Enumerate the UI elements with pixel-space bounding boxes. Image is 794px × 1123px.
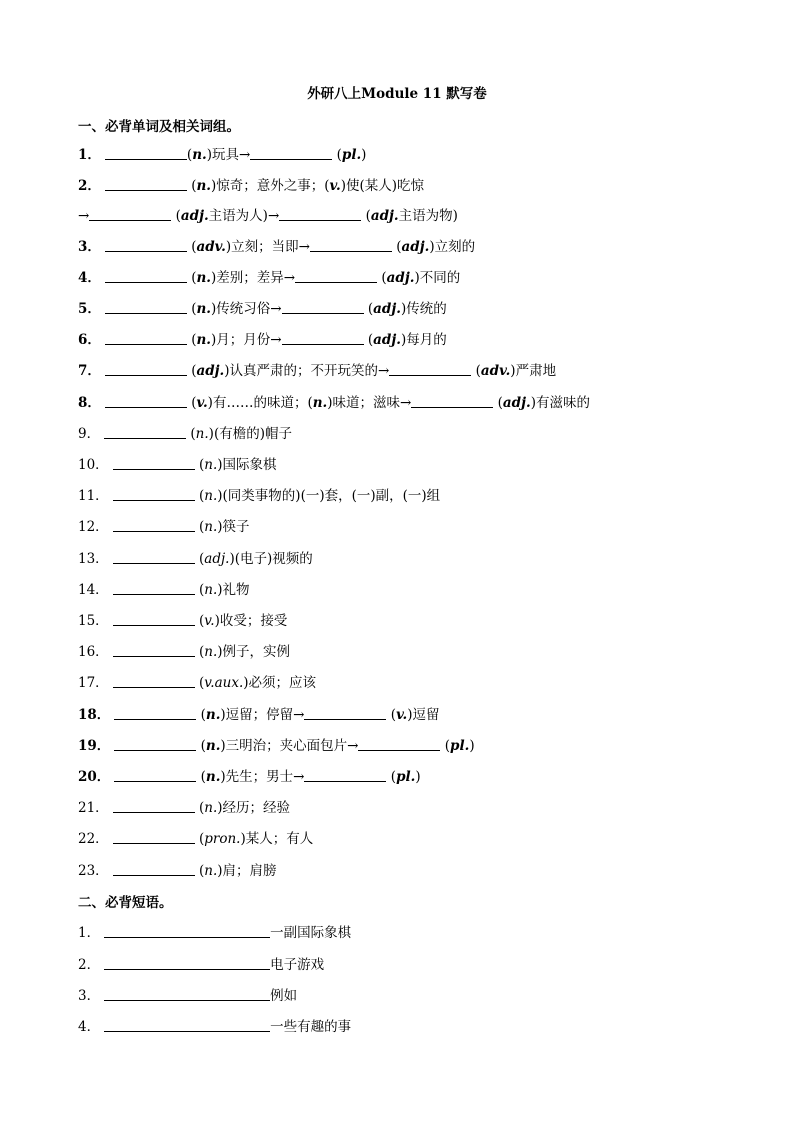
vocab-item-6: 6． (n.)月；月份→ (adj.)每月的	[78, 332, 447, 348]
answer-blank[interactable]	[105, 361, 187, 376]
vocab-item-12: 12． (n.)筷子	[78, 519, 250, 535]
answer-blank[interactable]	[113, 861, 195, 876]
answer-blank[interactable]	[282, 299, 364, 314]
phrase-item-3: 3． 例如	[78, 988, 298, 1004]
answer-blank[interactable]	[114, 705, 196, 720]
answer-blank[interactable]	[104, 923, 270, 938]
answer-blank[interactable]	[113, 642, 195, 657]
vocab-item-8: 8． (v.)有……的味道；(n.)味道；滋味→ (adj.)有滋味的	[78, 395, 590, 411]
answer-blank[interactable]	[114, 736, 196, 751]
vocab-item-22: 22． (pron.)某人；有人	[78, 831, 314, 847]
vocab-item-19: 19． (n.)三明治；夹心面包片→ (pl.)	[78, 738, 475, 754]
answer-blank[interactable]	[105, 393, 187, 408]
section1-heading: 一、必背单词及相关词组。	[78, 119, 240, 135]
answer-blank[interactable]	[113, 455, 195, 470]
vocab-item-13: 13． (adj.)(电子)视频的	[78, 551, 313, 567]
phrase-item-1: 1． 一副国际象棋	[78, 925, 352, 941]
answer-blank[interactable]	[304, 767, 386, 782]
section2-heading: 二、必背短语。	[78, 895, 173, 911]
answer-blank[interactable]	[113, 517, 195, 532]
phrase-item-4: 4． 一些有趣的事	[78, 1019, 352, 1035]
answer-blank[interactable]	[295, 268, 377, 283]
vocab-item-2-continued: → (adj.主语为人)→ (adj.主语为物)	[78, 208, 458, 224]
answer-blank[interactable]	[104, 955, 270, 970]
answer-blank[interactable]	[105, 176, 187, 191]
answer-blank[interactable]	[310, 237, 392, 252]
answer-blank[interactable]	[113, 673, 195, 688]
page-title: 外研八上Module 11 默写卷	[307, 86, 487, 102]
answer-blank[interactable]	[389, 361, 471, 376]
answer-blank[interactable]	[250, 145, 332, 160]
vocab-item-15: 15． (v.)收受；接受	[78, 613, 288, 629]
vocab-item-9: 9． (n.)(有檐的)帽子	[78, 426, 292, 442]
answer-blank[interactable]	[104, 986, 270, 1001]
answer-blank[interactable]	[104, 424, 186, 439]
vocab-item-10: 10． (n.)国际象棋	[78, 457, 277, 473]
answer-blank[interactable]	[105, 330, 187, 345]
vocab-item-3: 3． (adv.)立刻；当即→ (adj.)立刻的	[78, 239, 476, 255]
vocab-item-18: 18． (n.)逗留；停留→ (v.)逗留	[78, 707, 440, 723]
vocab-item-16: 16． (n.)例子，实例	[78, 644, 291, 660]
answer-blank[interactable]	[358, 736, 440, 751]
answer-blank[interactable]	[104, 1017, 270, 1032]
vocab-item-23: 23． (n.)肩；肩膀	[78, 863, 277, 879]
answer-blank[interactable]	[113, 611, 195, 626]
answer-blank[interactable]	[105, 268, 187, 283]
answer-blank[interactable]	[282, 330, 364, 345]
vocab-item-2: 2． (n.)惊奇；意外之事；(v.)使(某人)吃惊	[78, 178, 425, 194]
answer-blank[interactable]	[113, 798, 195, 813]
answer-blank[interactable]	[114, 767, 196, 782]
phrase-item-2: 2． 电子游戏	[78, 957, 325, 973]
vocab-item-5: 5． (n.)传统习俗→ (adj.)传统的	[78, 301, 447, 317]
answer-blank[interactable]	[113, 829, 195, 844]
answer-blank[interactable]	[279, 206, 361, 221]
answer-blank[interactable]	[411, 393, 493, 408]
answer-blank[interactable]	[304, 705, 386, 720]
vocab-item-7: 7． (adj.)认真严肃的；不开玩笑的→ (adv.)严肃地	[78, 363, 557, 379]
vocab-item-4: 4． (n.)差别；差异→ (adj.)不同的	[78, 270, 461, 286]
answer-blank[interactable]	[105, 299, 187, 314]
answer-blank[interactable]	[89, 206, 171, 221]
vocab-item-1: 1． (n.)玩具→ (pl.)	[78, 147, 367, 163]
answer-blank[interactable]	[113, 486, 195, 501]
vocab-item-11: 11． (n.)(同类事物的)(一)套，(一)副，(一)组	[78, 488, 441, 504]
answer-blank[interactable]	[105, 237, 187, 252]
vocab-item-20: 20． (n.)先生；男士→ (pl.)	[78, 769, 421, 785]
answer-blank[interactable]	[113, 580, 195, 595]
answer-blank[interactable]	[105, 145, 187, 160]
vocab-item-21: 21． (n.)经历；经验	[78, 800, 291, 816]
vocab-item-17: 17． (v.aux.)必须；应该	[78, 675, 317, 691]
vocab-item-14: 14． (n.)礼物	[78, 582, 250, 598]
answer-blank[interactable]	[113, 549, 195, 564]
